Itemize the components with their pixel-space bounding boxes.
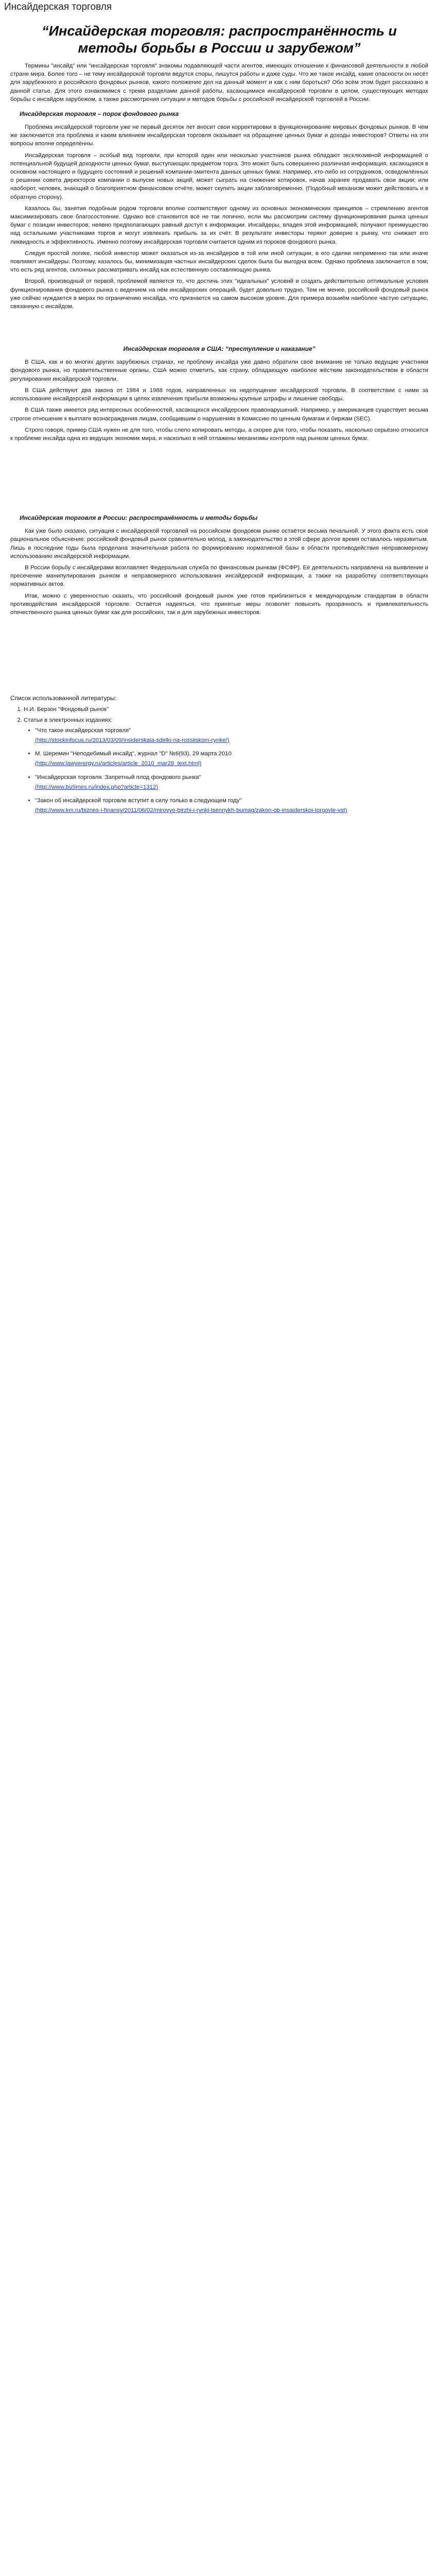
reference-item: [24, 716, 428, 815]
web-link[interactable]: (http://www.lawyerergy.ru/articles/article_2010_mar28_text.html): [35, 760, 202, 767]
web-link-item: [35, 796, 428, 815]
section-2-paragraph: Строго говоря, пример США нужен не для того, чтобы слепо копировать методы, а скорее для того, чтобы показать, насколько серьёзно относится к проблеме инсайда одна из ведущих экономик мира, и насколько в ней отлажены механизмы контроля над рынком ценных бумаг.: [10, 427, 428, 442]
intro-paragraph: Термины "инсайд" или "инсайдерская торговля" знакомы подавляющей части агентов, имеющих отношение к финансовой деятельности в любой стране мира. Более того – не тему инсайдерской торговли ведутся споры, пишутся работы и даже суды. Что же такое инсайд, какие опасности он несёт для зарубежного и российского фондовых рынков, какого положение дел на данный момент и как с ним бороться? Обо всём этом будет рассказано в данной статье. Для этого ознакомимся с тремя разделами данной работы, касающимися инсайдерской торговли в целом, существующих методах борьбы с инсайдом зарубежом, а также рассмотрения ситуации и методов борьбы с российской инсайдерской торговлей в России.: [10, 63, 428, 103]
section-1-paragraph: Следуя простой логике, любой инвестор может оказаться из-за инсайдеров в той или иной ситуации, в его сделки непременно так или иначе повлияют инсайдеры. Поэтому, казалось бы, минимизация частных инсайдерских сделок была бы выгодна всем. Однако проблема заключается в том, что есть ряд агентов, склонных рассматривать инсайд как естественную составляющую рынка.: [10, 250, 428, 274]
web-link-title: "Закон об инсайдерской торговле вступит в силу только в следующем году": [35, 797, 242, 804]
web-link-title: "Что такое инсайдерская торговля": [35, 727, 131, 734]
section-1-paragraph: Второй, производный от первой, проблемой является то, что достичь этих "идеальных" условий и создать действительно оптимальные условия функционирования фондового рынка с ведением на нём инсайдерских операций, будет довольно трудно. Тем не менее, российский фондовый рынок уже сейчас нуждается в мерах по ограничению инсайда, что признается на самом высоком уровне. Для примера возьмём наиболее частую ситуацию, связанную с инсайдом.: [10, 278, 428, 310]
web-link-item: [35, 773, 428, 791]
blank-gap: [10, 620, 428, 682]
section-1-paragraph: Проблема инсайдерской торговли уже не первый десяток лет вносит свои корректировки в функционирование мировых фондовых рынков. В чём же заключается эта проблема и каким влиянием инсайдерская торговля оказывает на обращение ценных бумаг и доходы инвесторов? Ответы на эти вопросы вполне определённы.: [10, 124, 428, 147]
article-title: “Инсайдерская торговля: распространённость и методы борьбы в России и зарубежом”: [42, 23, 397, 56]
web-link-item: [35, 750, 428, 768]
section-1-paragraph: Инсайдерская торговля – особый вид торговли, при которой один или несколько участников рынка обладают эксклюзивной информацией о потенциальной будущей доходности ценных бумаг, выступающих предметом торга. Это может быть совершенно различная информация, касающаяся в основном настоящего и будущего состояний и решений компании-эмитента данных ценных бумаг. Например, кто-либо из сотрудников, осведомлённых о решении совета директоров компании о выпуске новых акций, может сыграть на снижение котировок, начав заранее продавать свои акции; или наоборот, человек, знающий о благоприятном финансовом отчёте, может скупить акции заблаговременно. (Подобный механизм может действовать и в обратную сторону).: [10, 152, 428, 200]
web-link-item: [35, 726, 428, 744]
references-title: Список использованной литературы:: [10, 694, 116, 702]
web-link-title: М. Шеремин "Неподебимый инсайд", журнал "D" №6(93), 29 марта 2010: [35, 751, 232, 757]
web-link[interactable]: (http://www.km.ru/biznes-i-finansy/2011/06/02/mirovye-birzhi-i-rynki-tsennykh-bumag/zakon-ob-insaiderskoi-torgovle-vst): [35, 807, 347, 814]
blank-gap: [10, 314, 428, 338]
section-1-title: Инсайдерская торговля – порок фондового рынка: [20, 110, 179, 118]
web-link[interactable]: (http://www.bizlimes.ru/index.php?article=1312): [35, 784, 159, 790]
web-links-list: [24, 726, 428, 815]
web-link-title: "Инсайдерская торговля. Запретный плод фондового рынка": [35, 774, 201, 781]
section-3-paragraph: В России борьбу с инсайдерами возглавляет Федеральная служба по финансовым рынкам (ФСФР). Её деятельность направлена на выявление и пресечение манипулирования рынком и неправомерного использования инсайдерской информации, а также на разработку соответствующих нормативных актов.: [10, 564, 428, 588]
section-3-paragraph: Итак, можно с уверенностью сказать, что российский фондовый рынок уже готов приблизиться к международным стандартам в области противодействия инсайдерской торговле. Остаётся надеяться, что принятые меры позволят повысить прозрачность и привлекательность отечественного рынка ценных бумаг как для российских, так и для зарубежных инвесторов.: [10, 592, 428, 616]
section-3-paragraph: Как уже было сказано, ситуация с инсайдерской торговлей на российском фондовом рынке остаётся весьма печальной. У этого факта есть своё рациональное объяснение: российский фондовый рынок сравнительно молод, а законодательство в этой сфере долгое время оставалось неразвитым. Лишь в последние годы была проделана значительная работа по формированию нормативной базы в области противодействия неправомерному использованию инсайдерской информации.: [10, 528, 428, 560]
reference-item: 1. Н.И. Берзон "Фондовый рынок": [24, 705, 428, 714]
site-title: Инсайдерская торговля: [4, 2, 112, 12]
references-list: [10, 705, 428, 815]
web-link[interactable]: (http://stockinfocus.ru/2013/03/09/insiderskaia-sdelki-na-rossiiskom-rynke/): [35, 737, 230, 743]
blank-gap: [10, 446, 428, 507]
section-2-title: Инсайдерская торговля в США: “преступление и наказание”: [123, 345, 316, 353]
section-2-paragraph: В США действуют два закона от 1984 и 1988 годов, направленных на недопущение инсайдерской торговли. В соответствии с ними за использование инсайдерской информации в целях извлечения прибыли возможны крупные штрафы и лишение свободы.: [10, 387, 428, 402]
section-2-paragraph: В США, как и во многих других зарубежных странах, не проблему инсайда уже давно обратили своё внимание не только ведущие участники фондового рынка, но правительственные органы. США можно отметить, как страну, обладающую наиболее жёстким законодательством в области регулирования инсайдерской торговли.: [10, 359, 428, 382]
section-1-paragraph: Казалось бы, занятия подобным родом торговли вполне соответствуют одному из основных экономических принципов – стремлению агентов максимизировать свое благосостояние. Однако всё становится всё не так логично, если мы рассмотрим систему функционирования рынка ценных бумаг с позиции инвесторов, неявно предполагающих равный доступ к информации. Инсайдеры, владея этой информацией, получают преимущество над остальными участниками торгов и могут извлекать прибыль за их счёт. В результате инвесторы теряют доверие к рынку, что снижает его ликвидность и эффективность. Именно поэтому инсайдерская торговля считается одним из пороков фондового рынка.: [10, 205, 428, 245]
reference-item-label: Статьи в электронных изданиях:: [24, 717, 113, 723]
section-2-paragraph: В США также имеется ряд интересных особенностей, касающихся инсайдерских правонарушений. Например, у американцев существует весьма строгое отношение к выплате вознаграждения лицам, сообщившим о нарушениях в Комиссию по ценным бумагам и биржам (SEC).: [10, 407, 428, 422]
document: [10, 15, 428, 820]
site-header: [0, 0, 436, 13]
section-3-title: Инсайдерская торговля в России: распространённость и методы борьбы: [20, 514, 258, 522]
